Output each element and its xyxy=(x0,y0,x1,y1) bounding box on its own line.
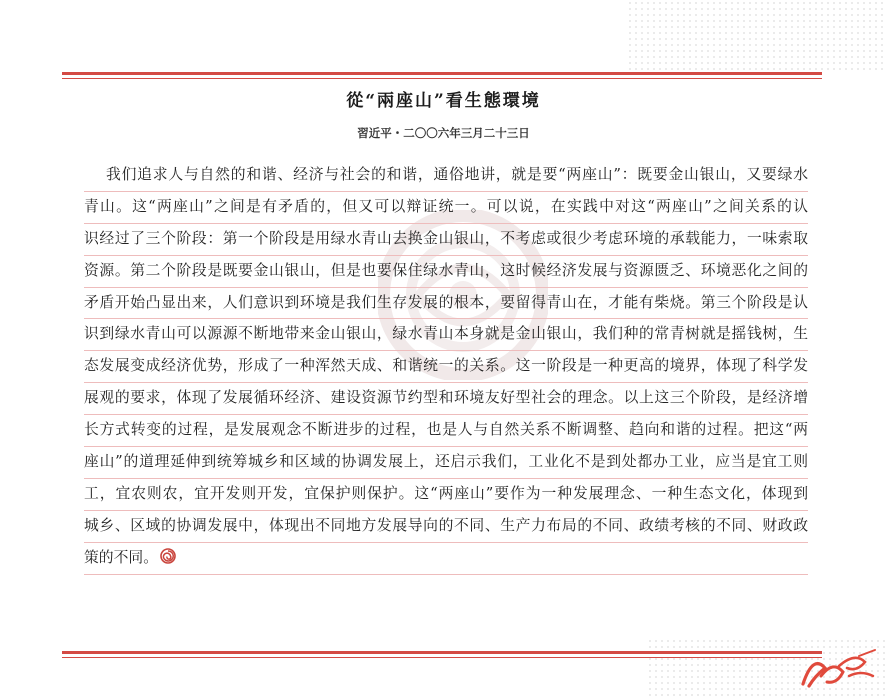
document-title: 從“兩座山”看生態環境 xyxy=(346,91,541,111)
top-border-thin xyxy=(62,78,822,79)
bottom-border-thick xyxy=(62,651,822,654)
bottom-border-thin xyxy=(62,657,822,658)
body-line: 识到绿水青山可以源源不断地带来金山银山，绿水青山本身就是金山银山，我们种的常青树就是摇钱树，生 xyxy=(84,319,808,351)
body-line: 长方式转变的过程，是发展观念不断进步的过程，也是人与自然关系不断调整、趋向和谐的过程。把这“两 xyxy=(84,415,808,447)
body-line: 工，宜农则农，宜开发则开发，宜保护则保护。这“两座山”要作为一种发展理念、一种生态文化，体现到 xyxy=(84,479,808,511)
body-line: 展观的要求，体现了发展循环经济、建设资源节约型和环境友好型社会的理念。以上这三个阶段，是经济增 xyxy=(84,383,808,415)
body-line: 态发展变成经济优势，形成了一种浑然天成、和谐统一的关系。这一阶段是一种更高的境界，体现了科学发 xyxy=(84,351,808,383)
body-line: 城乡、区域的协调发展中，体现出不同地方发展导向的不同、生产力布局的不同、政绩考核的不同、财政政 xyxy=(84,511,808,543)
body-line: 识经过了三个阶段：第一个阶段是用绿水青山去换金山银山，不考虑或很少考虑环境的承载能力，一味索取 xyxy=(84,224,808,256)
top-border-thick xyxy=(62,72,822,75)
red-calligraphy-logo-icon xyxy=(799,646,879,692)
body-line-last: 策的不同。 xyxy=(84,543,808,575)
document-body xyxy=(84,160,808,575)
body-line: 青山。这“两座山”之间是有矛盾的，但又可以辩证统一。可以说，在实践中对这“两座山”之间关系的认 xyxy=(84,192,808,224)
corner-texture-top xyxy=(627,0,887,70)
body-line: 资源。第二个阶段是既要金山银山，但是也要保住绿水青山，这时候经济发展与资源匮乏、环境恶化之间的 xyxy=(84,256,808,288)
document-byline: 習近平・二〇〇六年三月二十三日 xyxy=(357,126,530,140)
body-line: 我们追求人与自然的和谐、经济与社会的和谐，通俗地讲，就是要“两座山”：既要金山银山，又要绿水 xyxy=(84,160,808,192)
body-line: 矛盾开始凸显出来，人们意识到环境是我们生存发展的根本，要留得青山在，才能有柴烧。第三个阶段是认 xyxy=(84,288,808,320)
body-line: 座山”的道理延伸到统筹城乡和区域的协调发展上，还启示我们，工业化不是到处都办工业，应当是宜工则 xyxy=(84,447,808,479)
spiral-end-icon xyxy=(160,548,176,564)
